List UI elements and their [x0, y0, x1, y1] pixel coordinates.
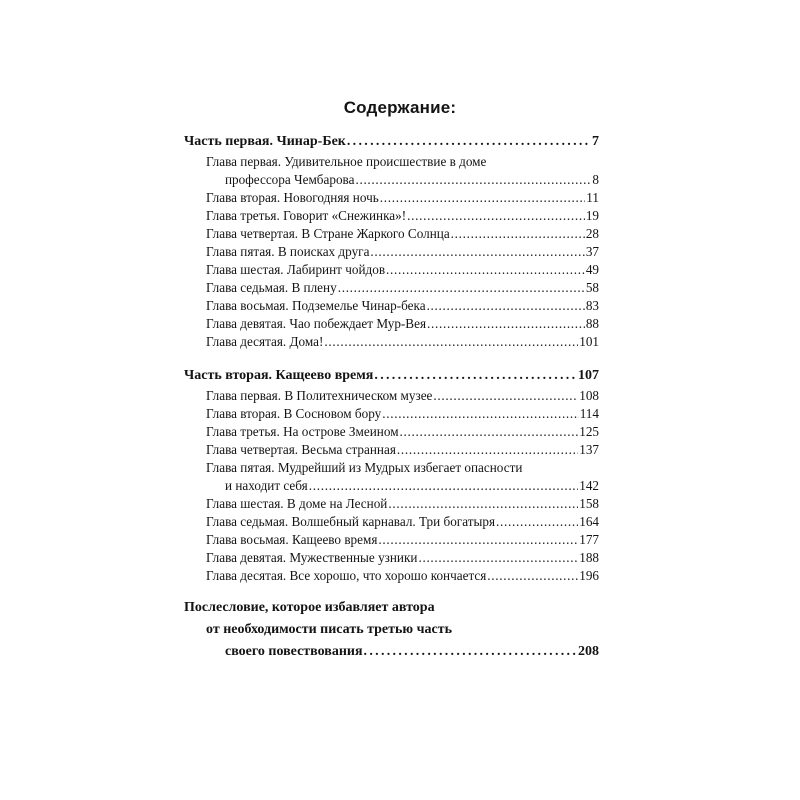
- toc-chapter-line: [206, 225, 599, 243]
- toc-chapter-line: [206, 531, 599, 549]
- toc-chapter-line: [206, 513, 599, 531]
- leader-dots: [382, 405, 578, 423]
- toc-entry-label: своего повествования: [225, 644, 363, 659]
- toc-entry-label: Глава пятая. В поисках друга: [206, 244, 370, 259]
- leader-dots: [378, 531, 578, 549]
- toc-entry-label: Глава третья. На острове Змеином: [206, 424, 399, 439]
- toc-chapter-line: [206, 297, 599, 315]
- toc-page-number: 37: [585, 244, 599, 259]
- toc-entry-label: Часть вторая. Кащеево время: [184, 368, 374, 383]
- toc-entry-label: от необходимости писать третью часть: [206, 622, 453, 637]
- toc-page-number: 114: [579, 406, 599, 421]
- toc-page-number: 142: [579, 478, 599, 493]
- leader-dots: [427, 297, 585, 315]
- toc-entry-label: Глава седьмая. В плену: [206, 280, 337, 295]
- toc-chapter-line: [206, 405, 599, 423]
- leader-dots: [427, 315, 585, 333]
- toc-page-number: 19: [585, 208, 599, 223]
- toc-chapter-line: [206, 387, 599, 405]
- toc-chapter-line: [206, 549, 599, 567]
- toc-part-line: [184, 133, 599, 151]
- toc-page-number: 196: [579, 568, 599, 583]
- leader-dots: [370, 243, 584, 261]
- toc-chapter-line: [206, 279, 599, 297]
- toc-entry-label: Глава пятая. Мудрейший из Мудрых избегает опасности: [206, 460, 523, 475]
- leader-dots: [347, 133, 591, 151]
- leader-dots: [386, 261, 585, 279]
- toc-entry-label: Глава первая. Удивительное происшествие в доме: [206, 154, 487, 169]
- toc-entry-label: Глава четвертая. Весьма странная: [206, 442, 396, 457]
- toc-entry-label: Глава третья. Говорит «Снежинка»!: [206, 208, 407, 223]
- toc-chapter-line: [206, 261, 599, 279]
- toc-page-number: 11: [586, 190, 599, 205]
- toc-page-number: 58: [585, 280, 599, 295]
- toc-page-number: 188: [579, 550, 599, 565]
- toc-chapter-line: [206, 153, 599, 171]
- toc-chapter-line: [206, 495, 599, 513]
- toc-entry-label: Часть первая. Чинар-Бек: [184, 134, 346, 149]
- toc-chapter-line: [225, 477, 599, 495]
- toc-entry-label: Глава восьмая. Кащеево время: [206, 532, 378, 547]
- leader-dots: [487, 567, 578, 585]
- leader-dots: [400, 423, 579, 441]
- toc-page-number: 108: [579, 388, 599, 403]
- toc-page-number: 8: [592, 172, 599, 187]
- toc-chapter-line: [225, 171, 599, 189]
- leader-dots: [388, 495, 578, 513]
- toc-entry-label: Глава восьмая. Подземелье Чинар-бека: [206, 298, 426, 313]
- toc-entry-label: Глава седьмая. Волшебный карнавал. Три богатыря: [206, 514, 496, 529]
- leader-dots: [355, 171, 591, 189]
- toc-page-number: 28: [585, 226, 599, 241]
- toc-page-number: 83: [585, 298, 599, 313]
- toc-title: Содержание:: [343, 98, 457, 117]
- toc-chapter-line: [206, 189, 599, 207]
- toc-entry-label: Глава первая. В Политехническом музее: [206, 388, 433, 403]
- toc-part-line: [184, 367, 599, 385]
- toc-page-number: 177: [579, 532, 599, 547]
- toc-chapter-line: [206, 207, 599, 225]
- toc-page-number: 101: [579, 334, 599, 349]
- toc-entry-label: профессора Чембарова: [225, 172, 355, 187]
- toc-entry-label: и находит себя: [225, 478, 308, 493]
- toc-part-line: [184, 599, 599, 617]
- leader-dots: [324, 333, 578, 351]
- toc-chapter-line: [206, 567, 599, 585]
- toc-entry-label: Послесловие, которое избавляет автора: [184, 600, 435, 615]
- leader-dots: [451, 225, 585, 243]
- leader-dots: [433, 387, 578, 405]
- toc-page-number: 208: [578, 644, 599, 659]
- toc-entry-label: Глава четвертая. В Стране Жаркого Солнца: [206, 226, 450, 241]
- leader-dots: [397, 441, 578, 459]
- toc-part-line: [206, 621, 599, 639]
- leader-dots: [496, 513, 578, 531]
- toc-entry-label: Глава шестая. В доме на Лесной: [206, 496, 388, 511]
- leader-dots: [380, 189, 586, 207]
- toc-entry-label: Глава девятая. Мужественные узники: [206, 550, 418, 565]
- leader-dots: [309, 477, 579, 495]
- toc-entry-label: Глава вторая. В Сосновом бору: [206, 406, 382, 421]
- toc-entry-label: Глава десятая. Все хорошо, что хорошо кончается: [206, 568, 487, 583]
- leader-dots: [407, 207, 585, 225]
- toc-page-number: 137: [579, 442, 599, 457]
- toc-entry-label: Глава шестая. Лабиринт чойдов: [206, 262, 386, 277]
- toc-chapter-line: [206, 315, 599, 333]
- toc-chapter-line: [206, 243, 599, 261]
- toc-entry-label: Глава вторая. Новогодняя ночь: [206, 190, 379, 205]
- toc-page-number: 164: [579, 514, 599, 529]
- toc-page-number: 107: [578, 368, 599, 383]
- leader-dots: [364, 643, 577, 661]
- leader-dots: [418, 549, 578, 567]
- toc-chapter-line: [206, 441, 599, 459]
- toc-entry-label: Глава десятая. Дома!: [206, 334, 324, 349]
- toc-page-number: 49: [585, 262, 599, 277]
- toc-page-number: 125: [579, 424, 599, 439]
- leader-dots: [374, 367, 577, 385]
- toc-page-number: 158: [579, 496, 599, 511]
- leader-dots: [338, 279, 585, 297]
- toc-entry-label: Глава девятая. Чао побеждает Мур-Вея: [206, 316, 427, 331]
- toc-part-line: [225, 643, 599, 661]
- toc-page-number: 88: [585, 316, 599, 331]
- toc-chapter-line: [206, 333, 599, 351]
- toc-page-number: 7: [592, 134, 599, 149]
- toc-chapter-line: [206, 423, 599, 441]
- toc-chapter-line: [206, 459, 599, 477]
